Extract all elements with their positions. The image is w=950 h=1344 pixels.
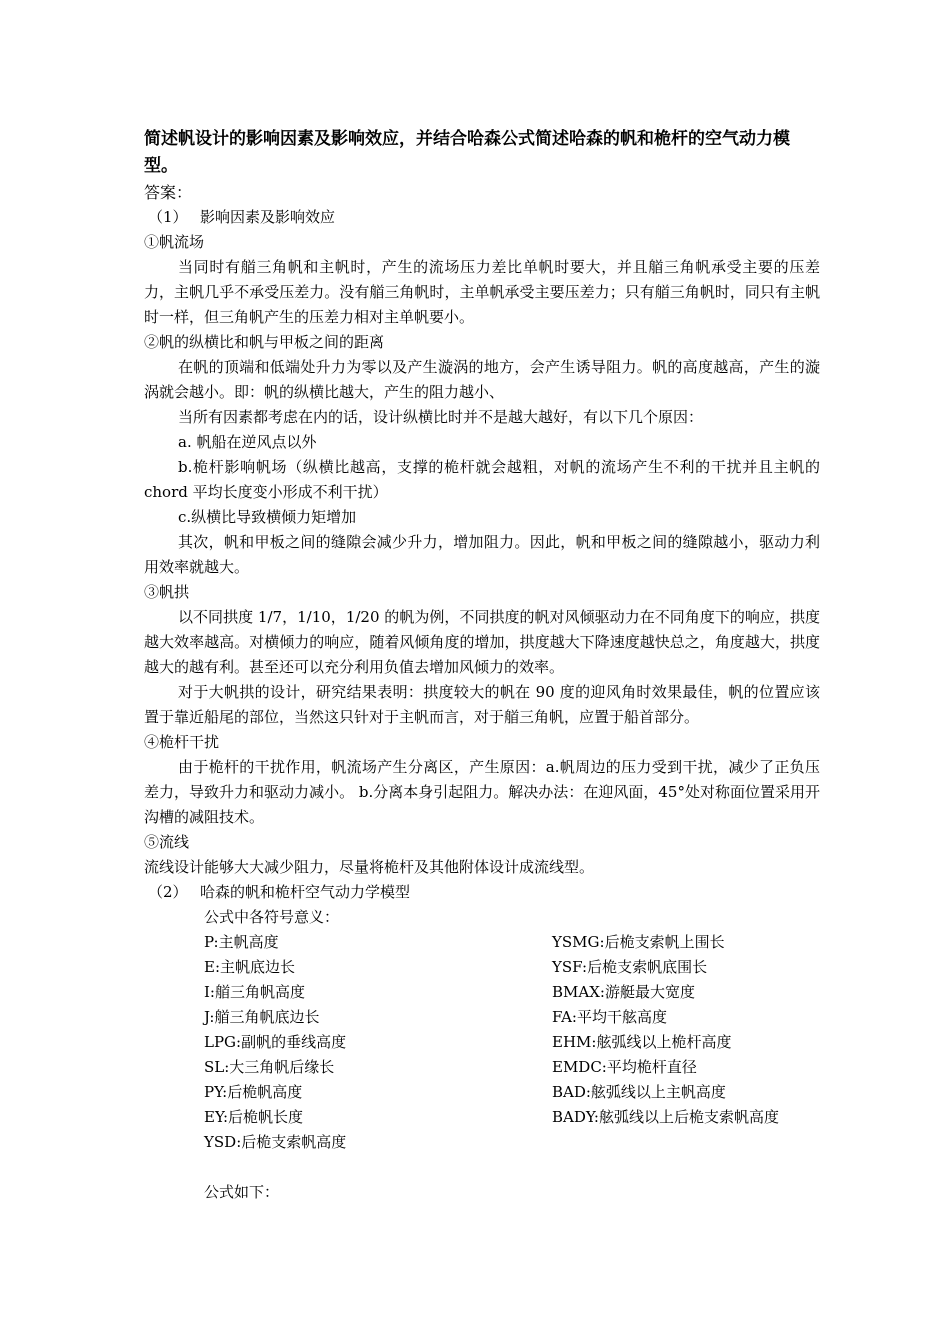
- document-page: [144, 126, 820, 1205]
- answer-label: 答案：: [144, 183, 193, 202]
- subsection-2-paragraph-3: 其次，帆和甲板之间的缝隙会减少升力，增加阻力。因此，帆和甲板之间的缝隙越小，驱动力利用效率就越大。: [144, 533, 820, 576]
- symbol-left: LPG:副帆的垂线高度: [204, 1033, 347, 1051]
- section-2-title: 哈森的帆和桅杆空气动力学模型: [200, 883, 411, 901]
- symbols-table: [144, 930, 820, 1155]
- subsection-1-heading: ①帆流场: [144, 233, 205, 251]
- symbol-left: EY:后桅帆长度: [204, 1108, 304, 1126]
- section-1-heading: [144, 205, 820, 230]
- subsection-3-heading: ③帆拱: [144, 583, 190, 601]
- section-2-heading: [144, 880, 820, 905]
- symbol-right: [552, 1130, 820, 1155]
- symbol-left: SL:大三角帆后缘长: [204, 1058, 335, 1076]
- subsection-2-paragraph-1: 在帆的顶端和低端处升力为零以及产生漩涡的地方，会产生诱导阻力。帆的高度越高，产生的漩涡就会越小。即：帆的纵横比越大，产生的阻力越小、: [144, 358, 820, 401]
- section-1-number: （1）: [148, 208, 188, 226]
- symbol-right: EHM:舷弧线以上桅杆高度: [552, 1033, 732, 1051]
- question-title: 简述帆设计的影响因素及影响效应，并结合哈森公式简述哈森的帆和桅杆的空气动力模型。: [144, 129, 790, 176]
- symbol-left: P:主帆高度: [204, 933, 279, 951]
- subsection-3-paragraph-2: 对于大帆拱的设计，研究结果表明：拱度较大的帆在 90 度的迎风角时效果最佳，帆的位置应该置于靠近船尾的部位，当然这只针对于主帆而言，对于艏三角帆，应置于船首部分。: [144, 683, 820, 726]
- symbol-right: BMAX:游艇最大宽度: [552, 983, 695, 1001]
- subsection-2-heading: ②帆的纵横比和帆与甲板之间的距离: [144, 333, 385, 351]
- subsection-5-paragraph: 流线设计能够大大减少阻力，尽量将桅杆及其他附体设计成流线型。: [144, 858, 595, 876]
- symbol-right: BADY:舷弧线以上后桅支索帆高度: [552, 1108, 779, 1126]
- subsection-1-paragraph: 当同时有艏三角帆和主帆时，产生的流场压力差比单帆时要大，并且艏三角帆承受主要的压差力，主帆几乎不承受压差力。没有艏三角帆时，主单帆承受主要压差力；只有艏三角帆时，同只有主帆时一样，但三角帆产生的压差力相对主单帆要小。: [144, 258, 820, 326]
- symbol-right: YSMG:后桅支索帆上围长: [552, 933, 725, 951]
- subsection-4-paragraph: 由于桅杆的干扰作用，帆流场产生分离区，产生原因：a.帆周边的压力受到干扰，减少了正负压差力，导致升力和驱动力减小。 b.分离本身引起阻力。解决办法：在迎风面，45°处对称面位置采用开沟槽的减阻技术。: [144, 758, 820, 826]
- subsection-5-heading: ⑤流线: [144, 833, 190, 851]
- subsection-2-paragraph-2: 当所有因素都考虑在内的话，设计纵横比时并不是越大越好，有以下几个原因：: [178, 408, 704, 426]
- subsection-4-heading: ④桅杆干扰: [144, 733, 220, 751]
- subsection-2-item-a: a. 帆船在逆风点以外: [178, 433, 317, 451]
- formula-label: 公式如下：: [204, 1183, 280, 1201]
- section-2-number: （2）: [148, 883, 188, 901]
- symbol-left: J:艏三角帆底边长: [204, 1008, 320, 1026]
- symbol-left: PY:后桅帆高度: [204, 1083, 303, 1101]
- symbol-left: I:艏三角帆高度: [204, 983, 305, 1001]
- symbols-label: 公式中各符号意义：: [204, 908, 340, 926]
- subsection-3-paragraph-1: 以不同拱度 1/7，1/10，1/20 的帆为例，不同拱度的帆对风倾驱动力在不同角度下的响应，拱度越大效率越高。对横倾力的响应，随着风倾角度的增加，拱度越大下降速度越快总之，角度越大，拱度越大的越有利。甚至还可以充分利用负值去增加风倾力的效率。: [144, 608, 820, 676]
- subsection-2-item-b: b.桅杆影响帆场（纵横比越高，支撑的桅杆就会越粗，对帆的流场产生不利的干扰并且主帆的 chord 平均长度变小形成不利干扰）: [144, 458, 820, 501]
- symbol-right: EMDC:平均桅杆直径: [552, 1058, 697, 1076]
- symbol-right: FA:平均干舷高度: [552, 1008, 667, 1026]
- symbol-right: YSF:后桅支索帆底围长: [552, 958, 708, 976]
- subsection-2-item-c: c.纵横比导致横倾力矩增加: [178, 508, 357, 526]
- symbol-right: BAD:舷弧线以上主帆高度: [552, 1083, 726, 1101]
- symbol-left: YSD:后桅支索帆高度: [204, 1133, 347, 1151]
- symbol-left: E:主帆底边长: [204, 958, 296, 976]
- section-1-title: 影响因素及影响效应: [200, 208, 336, 226]
- spacer: [144, 1155, 820, 1180]
